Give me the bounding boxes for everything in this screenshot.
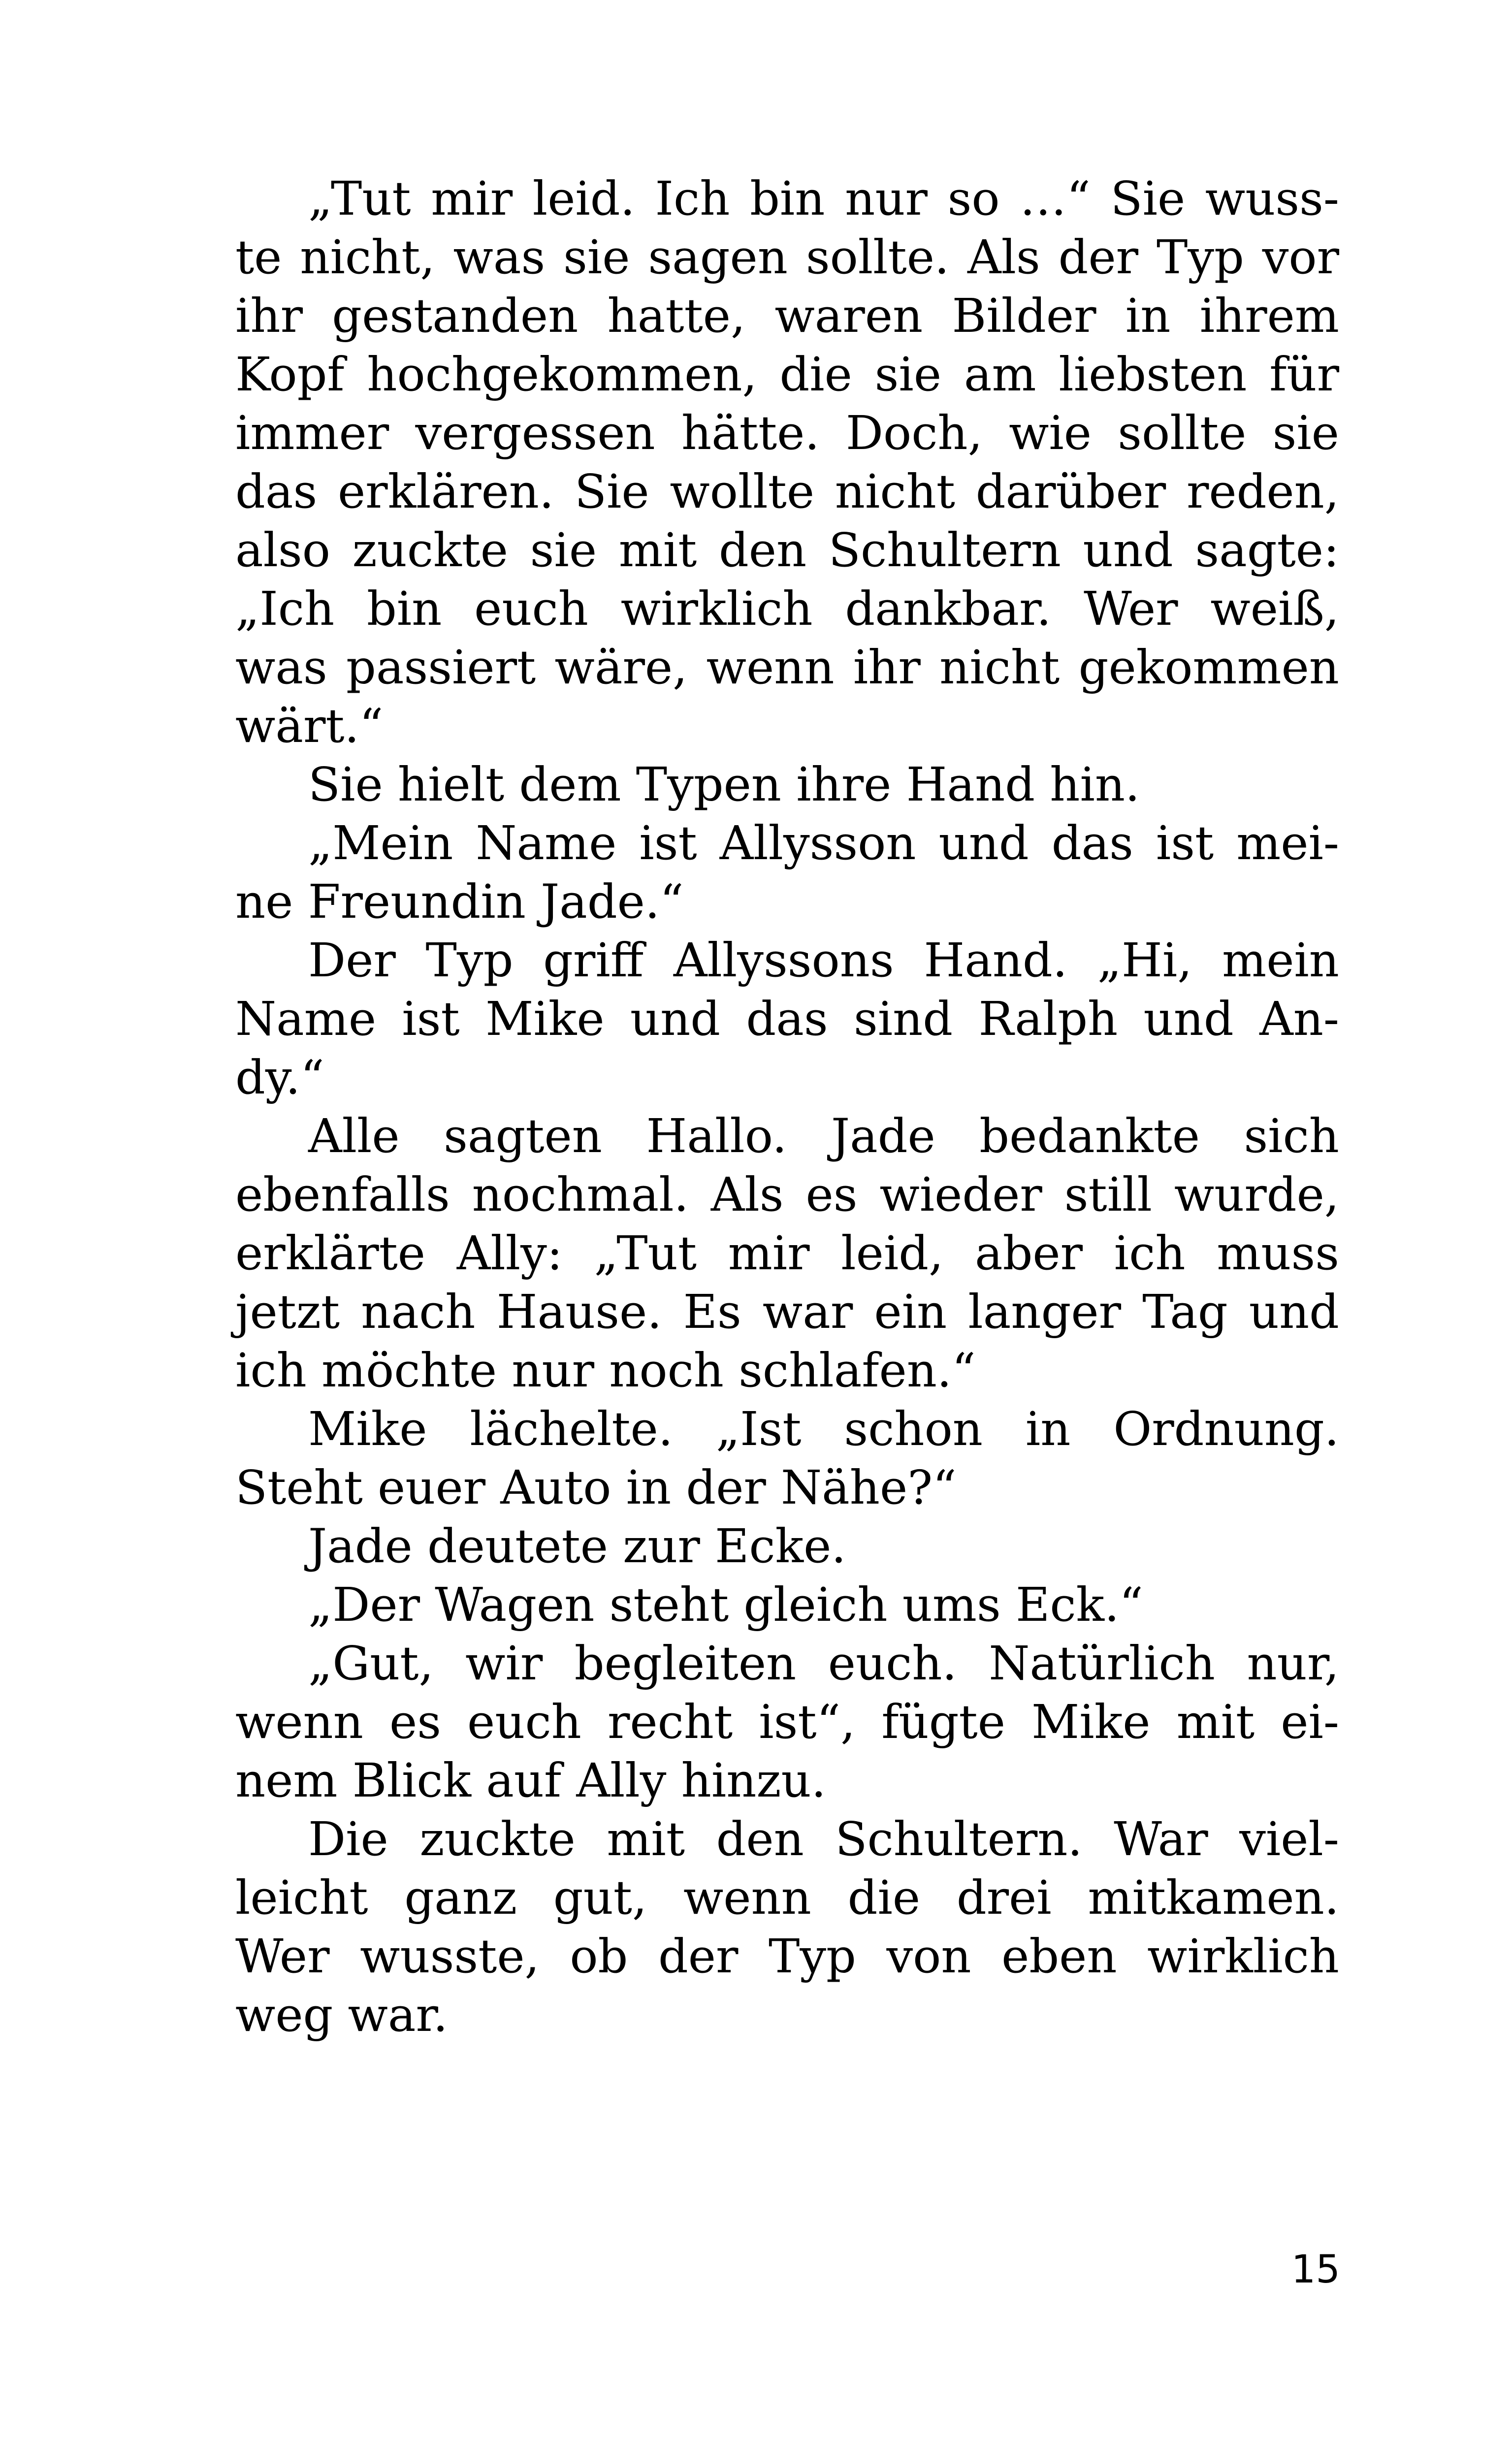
text-line: wenn es euch recht ist“, fügte Mike mit ei- [235,1695,1339,1749]
body-text [235,170,1339,2045]
text-line: „Gut, wir begleiten euch. Natürlich nur, [308,1637,1339,1691]
text-line: also zuckte sie mit den Schultern und sagte: [235,523,1339,578]
text-line: „Ich bin euch wirklich dankbar. Wer weiß, [235,582,1339,636]
text-line: Sie hielt dem Typen ihre Hand hin. [308,758,1140,812]
text-line: „Der Wagen steht gleich ums Eck.“ [308,1578,1143,1632]
text-line: immer vergessen hätte. Doch, wie sollte sie [235,406,1339,460]
text-line: Die zuckte mit den Schultern. War viel- [308,1812,1339,1866]
text-line: „Mein Name ist Allysson und das ist mei- [308,816,1339,870]
text-line: weg war. [235,1988,448,2042]
text-line: ich möchte nur noch schlafen.“ [235,1344,976,1398]
text-line: was passiert wäre, wenn ihr nicht gekommen [235,641,1339,695]
text-line: ihr gestanden hatte, waren Bilder in ihrem [235,289,1339,343]
text-line: Name ist Mike und das sind Ralph und An- [235,992,1339,1046]
text-line: ne Freundin Jade.“ [235,875,684,929]
text-line: das erklären. Sie wollte nicht darüber reden, [235,465,1339,519]
text-line: Jade deutete zur Ecke. [308,1519,846,1574]
text-line: „Tut mir leid. Ich bin nur so …“ Sie wuss- [308,172,1339,226]
page-number: 15 [1291,2248,1340,2292]
text-line: te nicht, was sie sagen sollte. Als der Typ vor [235,230,1339,285]
text-line: wärt.“ [235,699,384,753]
text-line: Steht euer Auto in der Nähe?“ [235,1461,957,1515]
text-line: Mike lächelte. „Ist schon in Ordnung. [308,1402,1339,1456]
text-line: jetzt nach Hause. Es war ein langer Tag und [235,1285,1339,1339]
text-line: ebenfalls nochmal. Als es wieder still wurde, [235,1168,1339,1222]
text-line: nem Blick auf Ally hinzu. [235,1754,826,1808]
text-line: erklärte Ally: „Tut mir leid, aber ich muss [235,1226,1339,1281]
text-line: leicht ganz gut, wenn die drei mitkamen. [235,1871,1339,1925]
text-line: Kopf hochgekommen, die sie am liebsten für [235,348,1339,402]
text-line: Der Typ griff Allyssons Hand. „Hi, mein [308,933,1339,988]
text-line: dy.“ [235,1051,324,1105]
text-line: Wer wusste, ob der Typ von eben wirklich [235,1929,1339,1984]
text-line: Alle sagten Hallo. Jade bedankte sich [308,1109,1339,1163]
